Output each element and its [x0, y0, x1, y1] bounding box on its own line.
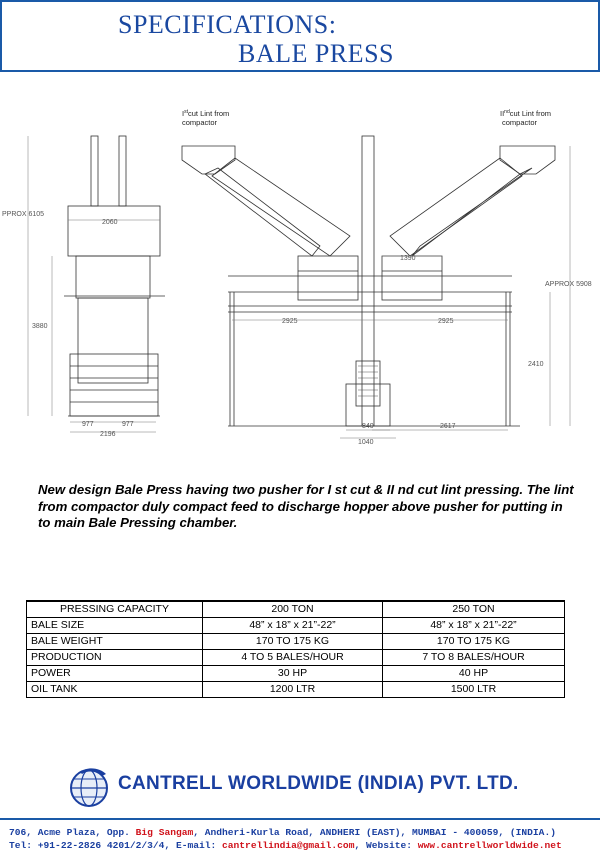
table-row: [27, 665, 565, 681]
pusher-left: [298, 256, 358, 300]
spec-name: POWER: [27, 665, 203, 681]
dim-span-right: 2925: [438, 318, 454, 325]
globe-logo-icon: [66, 764, 112, 810]
description-text: New design Bale Press having two pusher for I st cut & II nd cut lint pressing. The lint from compactor duly compact feed to discharge hopper above pusher for putting in to main Bale Pressing chamber.: [38, 482, 574, 530]
dim-height-left: 3880: [32, 323, 48, 330]
spec-value-200: 1200 LTR: [203, 681, 383, 697]
chute-right-frame: [390, 158, 522, 256]
company-banner: [56, 760, 556, 812]
spec-value-200: 170 TO 175 KG: [203, 633, 383, 649]
spec-value-250: 250 TON: [383, 601, 565, 617]
dim-right-offset: 2617: [440, 423, 456, 430]
dim-approx-left: PPROX 6105: [2, 211, 45, 218]
left-top-frame: [68, 206, 160, 256]
spec-value-200: 4 TO 5 BALES/HOUR: [203, 649, 383, 665]
spec-value-250: 48” x 18” x 21”-22”: [383, 617, 565, 633]
chute-left-frame: [212, 158, 350, 256]
dim-base-width: 2196: [100, 431, 116, 438]
footer-contact: [0, 818, 600, 862]
spec-value-250: 40 HP: [383, 665, 565, 681]
left-main-box: [78, 298, 148, 383]
hopper-right: [500, 146, 555, 174]
spec-value-250: 170 TO 175 KG: [383, 633, 565, 649]
spec-name: PRODUCTION: [27, 649, 203, 665]
dim-leg-right: 977: [122, 421, 134, 428]
spec-name: BALE SIZE: [27, 617, 203, 633]
technical-drawing: [0, 96, 600, 446]
left-lower-box: [70, 354, 158, 416]
first-cut-label: Istcut Lint from: [182, 109, 230, 118]
second-cut-label-line2: compactor: [502, 118, 538, 127]
spec-value-200: 30 HP: [203, 665, 383, 681]
spec-name: BALE WEIGHT: [27, 633, 203, 649]
center-cylinder: [356, 361, 380, 406]
spec-name: OIL TANK: [27, 681, 203, 697]
spec-value-200: 200 TON: [203, 601, 383, 617]
page-subtitle: BALE PRESS: [238, 39, 394, 68]
dim-center-base: 840: [362, 423, 374, 430]
company-name: CANTRELL WORLDWIDE (INDIA) PVT. LTD.: [118, 773, 519, 794]
pusher-right: [382, 256, 442, 300]
dim-span-left: 2925: [282, 318, 298, 325]
address-line: 706, Acme Plaza, Opp. Big Sangam, Andheri-Kurla Road, ANDHERI (EAST), MUMBAI - 400059, (INDIA.): [9, 827, 556, 838]
hopper-left: [182, 146, 235, 174]
table-row: [27, 633, 565, 649]
table-row: [27, 681, 565, 697]
dim-center-base-total: 1040: [358, 439, 374, 446]
spec-value-250: 1500 LTR: [383, 681, 565, 697]
website-link[interactable]: www.cantrellworldwide.net: [417, 840, 562, 851]
dim-center-top: 1390: [400, 255, 416, 262]
spec-value-250: 7 TO 8 BALES/HOUR: [383, 649, 565, 665]
contact-line: Tel: +91-22-2826 4201/2/3/4, E-mail: cantrellindia@gmail.com, Website: www.cantrellworldwide.net: [9, 840, 562, 851]
first-cut-label-line2: compactor: [182, 118, 218, 127]
table-row: [27, 649, 565, 665]
second-cut-label: IIndcut Lint from: [500, 109, 551, 118]
dim-leg-left: 977: [82, 421, 94, 428]
spec-value-200: 48” x 18” x 21”-22”: [203, 617, 383, 633]
bale-press-drawing: [0, 96, 600, 446]
left-upper-box: [76, 256, 150, 298]
dim-width-top: 2060: [102, 219, 118, 226]
table-row: [27, 617, 565, 633]
table-row: [27, 601, 565, 617]
page-title: SPECIFICATIONS:: [118, 10, 337, 39]
left-column-1: [91, 136, 98, 206]
email-link[interactable]: cantrellindia@gmail.com: [222, 840, 355, 851]
dim-height-right: 2410: [528, 361, 544, 368]
center-column: [362, 136, 374, 426]
spec-name: PRESSING CAPACITY: [27, 601, 203, 617]
landmark-text: Big Sangam: [135, 827, 194, 838]
dim-approx-right: APPROX 5908: [545, 281, 592, 288]
left-column-2: [119, 136, 126, 206]
specifications-table: [26, 600, 565, 698]
header-banner: [0, 0, 600, 72]
chute-left: [205, 168, 320, 256]
